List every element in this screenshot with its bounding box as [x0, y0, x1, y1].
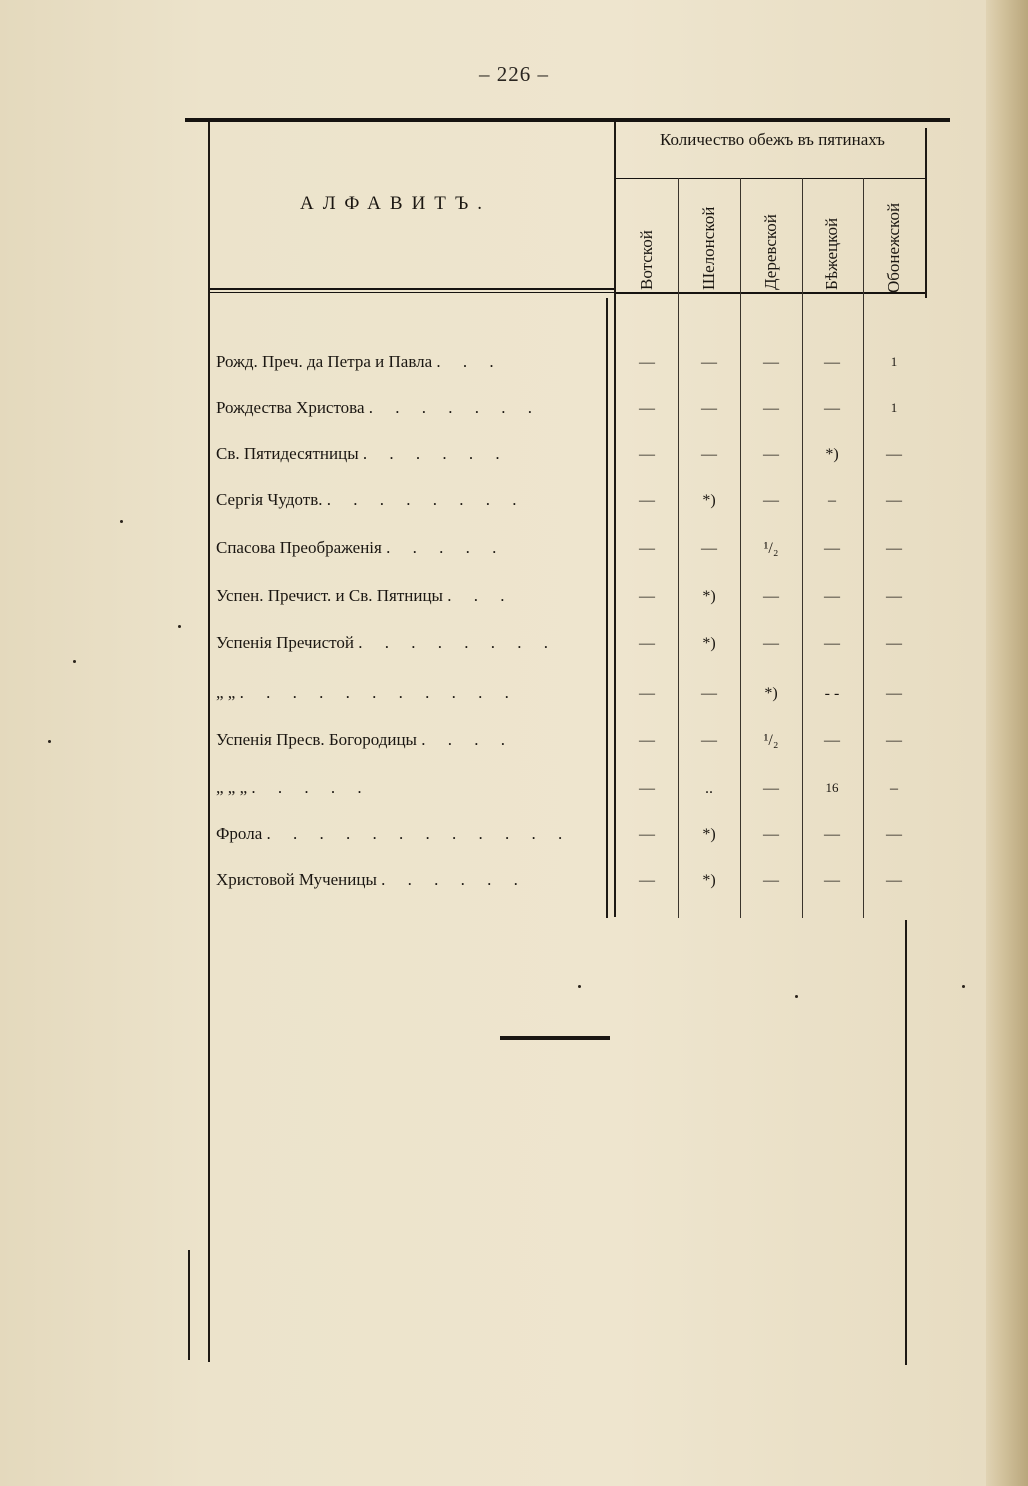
print-speck	[120, 520, 123, 523]
row-leader-dots: . . . . . . . . . . . .	[266, 824, 572, 843]
table-cell: 1	[890, 400, 898, 415]
table-cell: —	[639, 635, 655, 652]
row-leader-dots: . . . . . . .	[368, 398, 542, 417]
column-header-obonezhskoi: Обонежской	[884, 202, 903, 293]
table-cell: —	[824, 872, 840, 889]
row-label-text: Рожд. Преч. да Петра и Павла	[216, 352, 433, 371]
table-cell: —	[639, 588, 655, 605]
table-cell: 1	[890, 354, 898, 369]
table-cell: —	[824, 354, 840, 371]
print-speck	[795, 995, 798, 998]
table-cell: —	[824, 540, 840, 557]
print-speck	[73, 660, 76, 663]
table-cell: *)	[702, 826, 716, 843]
table-cell: —	[886, 446, 902, 463]
row-leader-dots: . . . . .	[251, 778, 371, 797]
table-cell: –	[890, 780, 898, 797]
table-row-label	[216, 870, 601, 890]
table-cell: —	[886, 492, 902, 509]
end-rule	[500, 1036, 610, 1040]
table-cell: —	[701, 732, 717, 749]
table-row-label	[216, 398, 601, 418]
right-border-lower	[905, 920, 907, 1365]
table-cell: —	[886, 872, 902, 889]
table-row-label	[216, 683, 601, 703]
left-rows-border	[606, 298, 608, 918]
table-cell: —	[824, 588, 840, 605]
table-row-label	[216, 352, 601, 372]
table-cell: —	[701, 446, 717, 463]
table-cell: —	[639, 872, 655, 889]
table-cell: *)	[764, 685, 778, 702]
header-bottom-rule-2	[208, 292, 616, 293]
row-leader-dots: . . .	[447, 586, 514, 605]
table-cell: —	[763, 400, 779, 417]
row-leader-dots: . . . . . .	[362, 444, 509, 463]
table-cell: —	[763, 826, 779, 843]
row-leader-dots: . . . .	[421, 730, 514, 749]
row-label-text: Спасова Преображенія	[216, 538, 382, 557]
table-cell: —	[763, 635, 779, 652]
table-row-label	[216, 778, 601, 798]
table-cell: *)	[702, 872, 716, 889]
table-cell: –	[828, 492, 836, 509]
table-cell: —	[639, 492, 655, 509]
table-row-label	[216, 633, 601, 653]
table-cell: —	[639, 400, 655, 417]
table-row-label	[216, 490, 601, 510]
table-cell: —	[824, 635, 840, 652]
row-leader-dots: . . . . . . . .	[358, 633, 557, 652]
row-label-text: Успен. Пречист. и Св. Пятницы	[216, 586, 443, 605]
table-cell: —	[886, 540, 902, 557]
page-number: – 226 –	[479, 62, 549, 86]
table-row-label	[216, 444, 601, 464]
row-label-text: Успенія Пресв. Богородицы	[216, 730, 417, 749]
header-bottom-rule-right	[616, 292, 926, 294]
table-cell: *)	[825, 446, 839, 463]
table-row-label	[216, 586, 601, 606]
table-cell: —	[886, 588, 902, 605]
print-speck	[962, 985, 965, 988]
table-cell: —	[886, 732, 902, 749]
table-row-label	[216, 730, 601, 750]
table-cell: —	[639, 732, 655, 749]
table-cell: —	[639, 685, 655, 702]
table-cell: —	[639, 826, 655, 843]
column-header-derevskoi: Деревской	[761, 214, 780, 290]
table-cell: - -	[824, 685, 840, 702]
table-cell: —	[886, 685, 902, 702]
page-edge	[986, 0, 1028, 1486]
table-cell: —	[824, 732, 840, 749]
row-leader-dots: . . . . . .	[381, 870, 527, 889]
table-cell: —	[701, 354, 717, 371]
table-cell: —	[886, 826, 902, 843]
column-header-votskoi: Вотской	[637, 230, 656, 290]
table-cell: ¹/₂	[763, 540, 779, 557]
table-top-rule	[185, 118, 950, 122]
table-cell: —	[701, 400, 717, 417]
row-label-text: Рождества Христова	[216, 398, 365, 417]
table-cell: —	[639, 540, 655, 557]
table-row-label	[216, 824, 601, 844]
row-leader-dots: . . . . .	[386, 538, 506, 557]
left-border	[208, 122, 210, 1362]
row-label-text: Св. Пятидесятницы	[216, 444, 359, 463]
table-cell: —	[763, 872, 779, 889]
table-cell: —	[639, 780, 655, 797]
label-column-divider	[614, 122, 616, 917]
column-header-shelonskoi: Шелонской	[699, 206, 718, 290]
row-label-text: Сергія Чудотв.	[216, 490, 323, 509]
table-cell: *)	[702, 588, 716, 605]
row-leader-dots: . . . . . . . .	[326, 490, 526, 509]
table-cell: ..	[705, 780, 713, 797]
row-label-text: Фрола	[216, 824, 263, 843]
table-row-label	[216, 538, 601, 558]
row-label-text: „ „	[216, 683, 236, 702]
column-header-bezhetskoi: Бѣжецкой	[822, 217, 841, 290]
row-label-text: Христовой Мученицы	[216, 870, 377, 889]
table-cell: —	[763, 354, 779, 371]
table-cell: —	[763, 446, 779, 463]
table-cell: —	[763, 588, 779, 605]
row-label-text: Успенія Пречистой	[216, 633, 354, 652]
count-header: Количество обежъ въ пятинахъ	[660, 130, 885, 149]
table-cell: —	[763, 492, 779, 509]
row-label-text: „ „ „	[216, 778, 248, 797]
table-cell: —	[824, 400, 840, 417]
table-cell: —	[639, 446, 655, 463]
table-cell: 16	[825, 780, 839, 795]
table-cell: —	[886, 635, 902, 652]
print-speck	[178, 625, 181, 628]
table-cell: —	[701, 685, 717, 702]
table-cell: —	[763, 780, 779, 797]
table-cell: —	[639, 354, 655, 371]
table-cell: —	[701, 540, 717, 557]
row-leader-dots: . . .	[436, 352, 503, 371]
table-cell: ¹/₂	[763, 732, 779, 749]
alphabet-header: АЛФАВИТЪ.	[300, 193, 492, 214]
right-border	[925, 128, 927, 298]
header-bottom-rule	[208, 288, 616, 290]
row-leader-dots: . . . . . . . . . . .	[239, 683, 518, 702]
left-border-lower	[188, 1250, 190, 1360]
table-cell: —	[824, 826, 840, 843]
table-cell: *)	[702, 492, 716, 509]
print-speck	[578, 985, 581, 988]
table-cell: *)	[702, 635, 716, 652]
print-speck	[48, 740, 51, 743]
